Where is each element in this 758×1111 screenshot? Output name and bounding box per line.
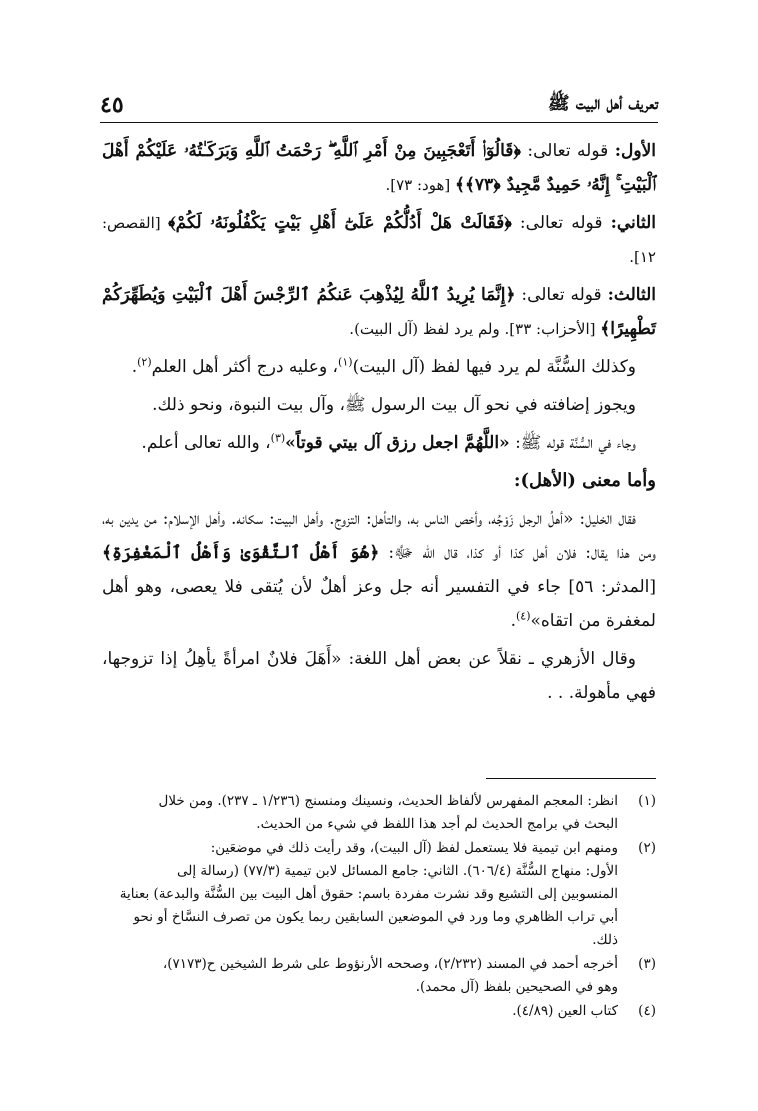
running-header <box>100 84 658 123</box>
footnote-line: أبي تراب الظاهري وما ورد في الموضعين السابقين ربما يكون من تصرف النسَّاخ أو نحو <box>133 909 618 925</box>
page-number: ٤٥ <box>100 92 124 118</box>
footnote-line: انظر: المعجم المفهرس لألفاظ الحديث، ونسينك ومنسنج (١/٢٣٦ ـ ٢٣٧). ومن خلال <box>158 793 618 809</box>
footnote-body <box>102 790 618 836</box>
footnote-line: كتاب العين (٤/٨٩). <box>512 1003 618 1019</box>
chapter-title: تعريف أهل البيت ﷺ <box>547 93 658 114</box>
footnote-marker[interactable]: (١) <box>338 355 353 369</box>
footnote-marker[interactable]: (٢) <box>137 355 152 369</box>
paragraph-text: فقال الخليل: «أهلُ الرجل زَوْجُه، وأخص الناس به، والتأهل: التزوج. وأهل البيت: سكانه. وأهل الإسلام: من يدين به، ومن هذا يقال: فلان أهل كذا أو كذا، قال الله ﷻ: <box>102 509 656 563</box>
section-heading: وأما معنى (الأهل): <box>513 470 656 491</box>
footnote-line: البحث في برامج الحديث لم أجد هذا اللفظ في شيء من الحديث. <box>256 816 618 832</box>
paragraph-text: ، والله تعالى أعلم. <box>141 433 271 453</box>
footnote-marker[interactable]: (٣) <box>270 431 286 445</box>
paragraph-hadith <box>102 426 656 460</box>
footnote-separator <box>486 778 656 779</box>
footnote-line: الأول: منهاج السُّنَّة (٦٠٦/٤). الثاني: جامع المسائل لابن تيمية (٧٧/٣) (رسالة إلى <box>177 863 618 879</box>
footnote-line: وهو في الصحيحين بلفظ (آل محمد). <box>415 979 618 995</box>
footnote-line: أخرجه أحمد في المسند (٢/٢٣٢)، وصححه الأرنؤوط على شرط الشيخين ح(٧١٧٣)، <box>162 956 618 972</box>
footnote-body <box>102 953 618 999</box>
footnote-number: (٤) <box>638 1003 656 1019</box>
quran-verse: ﴿هُوَ أَهْلُ ٱلتَّقْوَىٰ وَأَهْلُ ٱلْمَغْفِرَةِ﴾ <box>102 543 380 563</box>
quran-verse: ﴿إِنَّمَا يُرِيدُ ٱللَّهُ لِيُذْهِبَ عَنكُمُ ٱلرِّجْسَ أَهْلَ ٱلْبَيْتِ وَيُطَهِّرَكُمْ تَطْهِيرًا﴾ <box>102 285 656 339</box>
paragraph-addition <box>102 388 656 422</box>
point-label: الأول: <box>614 141 656 161</box>
point-label: الثالث: <box>607 285 656 305</box>
paragraph-text: قوله تعالى: <box>515 285 608 305</box>
paragraph-text: ويجوز إضافته في نحو آل بيت الرسول ﷺ، وآل بيت النبوة، ونحو ذلك. <box>152 395 636 415</box>
footnotes <box>102 790 656 1024</box>
footnote-number: (٢) <box>638 840 656 856</box>
quran-verse: ﴿فَقَالَتْ هَلْ أَدُلُّكُمْ عَلَىٰٓ أَهْلِ بَيْتٍ يَكْفُلُونَهُۥ لَكُمْ﴾ <box>168 213 512 233</box>
footnote-marker[interactable]: (٤) <box>515 609 531 623</box>
paragraph-azhari <box>102 642 656 710</box>
paragraph-text: . <box>131 357 138 377</box>
hadith-quote: «اللَّهُمَّ اجعل رزق آل بيتي قوتاً» <box>285 433 510 453</box>
paragraph-text: [المدثر: ٥٦] جاء في التفسير أنه جل وعز أهلٌ لأن يُتقى فلا يعصى، وهو أهل لمغفرة من اتقاه» <box>102 577 656 631</box>
footnote-line: المنسوبين إلى التشيع وقد نشرت مفردة باسم: حقوق أهل البيت بين السُّنَّة والبدعة) بعناية <box>119 886 618 902</box>
verse-reference: [القصص: ١٢]. <box>102 214 656 266</box>
paragraph-sunnah <box>102 350 656 384</box>
paragraph-second <box>102 206 656 274</box>
footnote-body <box>102 1000 618 1023</box>
paragraph-text: وجاء في السُّنَّة قوله ﷺ: <box>509 433 636 453</box>
paragraph-text: ، وعليه درج أكثر أهل العلم <box>151 357 339 377</box>
footnote-item <box>102 953 656 999</box>
footnote-line: ومنهم ابن تيمية فلا يستعمل لفظ (آل البيت)، وقد رأيت ذلك في موضعَين: <box>210 840 618 856</box>
footnote-item <box>102 837 656 952</box>
paragraph-third <box>102 278 656 346</box>
paragraph-khalil <box>102 502 656 638</box>
footnote-item <box>102 790 656 836</box>
footnote-body <box>102 837 618 952</box>
paragraph-text: قوله تعالى: <box>520 141 615 161</box>
main-text <box>102 134 656 714</box>
verse-reference: [الأحزاب: ٣٣]. ولم يرد لفظ (آل البيت). <box>349 320 601 338</box>
footnote-line: ذلك. <box>592 932 618 948</box>
footnote-number: (١) <box>638 793 656 809</box>
point-label: الثاني: <box>610 213 656 233</box>
paragraph-text: . <box>510 611 516 631</box>
footnote-number: (٣) <box>638 956 656 972</box>
paragraph-text: وقال الأزهري ـ نقلاً عن بعض أهل اللغة: «أَهَلَ فلانٌ امرأةً يأهِلُ إذا تزوجها، فهي مأهولة. . . <box>102 649 656 703</box>
quran-verse: ﴿قَالُوٓا۟ أَتَعْجَبِينَ مِنْ أَمْرِ ٱللَّهِ ۖ رَحْمَتُ ٱللَّهِ وَبَرَكَـٰتُهُۥ عَلَيْكُمْ أَهْلَ ٱلْبَيْتِ ۚ إِنَّهُۥ حَمِيدٌ مَّجِيدٌ ﴿٧٣﴾﴾ <box>102 141 656 195</box>
paragraph-text: وكذلك السُّنَّة لم يرد فيها لفظ (آل البيت) <box>352 357 636 377</box>
paragraph-text: قوله تعالى: <box>511 213 611 233</box>
footnote-item <box>102 1000 656 1023</box>
verse-reference: [هود: ٧٣]. <box>385 176 455 194</box>
paragraph-first <box>102 134 656 202</box>
